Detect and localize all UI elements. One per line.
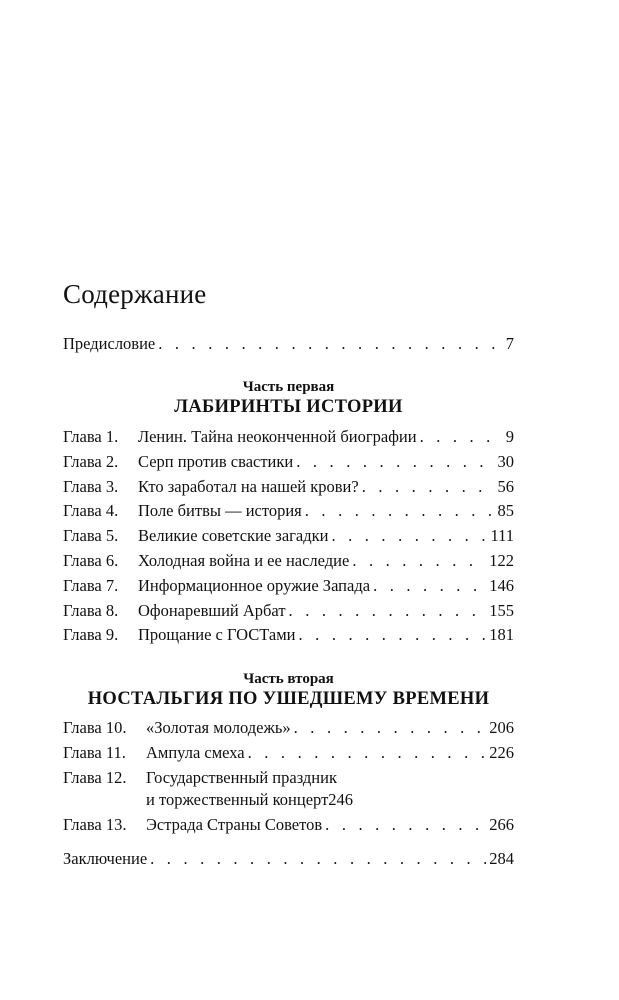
toc-entry-chapter-12[interactable] bbox=[63, 767, 514, 789]
toc-entry-conclusion[interactable] bbox=[63, 848, 514, 870]
toc-page-number: 226 bbox=[489, 743, 514, 762]
toc-entry-chapter-4[interactable] bbox=[63, 500, 514, 522]
toc-page-number: 155 bbox=[489, 601, 514, 620]
dot-leader bbox=[299, 624, 487, 646]
chapter-title: Ленин. Тайна неоконченной биографии bbox=[138, 427, 417, 446]
toc-page-number: 122 bbox=[489, 551, 514, 570]
chapter-title: Холодная война и ее наследие bbox=[138, 551, 350, 570]
toc-entry-chapter-5[interactable] bbox=[63, 525, 514, 547]
toc-page-number: 30 bbox=[497, 452, 514, 471]
chapter-number: Глава 1. bbox=[63, 427, 119, 446]
chapter-title: Серп против свастики bbox=[138, 452, 294, 471]
dot-leader bbox=[373, 575, 486, 597]
toc-entry-chapter-1[interactable] bbox=[63, 426, 514, 448]
toc-entry-chapter-11[interactable] bbox=[63, 742, 514, 764]
chapter-number: Глава 6. bbox=[63, 551, 119, 570]
dot-leader bbox=[352, 550, 486, 572]
dot-leader bbox=[305, 500, 495, 522]
chapter-title: Офонаревший Арбат bbox=[138, 601, 286, 620]
toc-page-number: 9 bbox=[505, 427, 514, 446]
chapter-number: Глава 10. bbox=[63, 718, 127, 737]
dot-leader bbox=[289, 600, 487, 622]
chapter-title: Кто заработал на нашей крови? bbox=[138, 477, 359, 496]
dot-leader bbox=[420, 426, 503, 448]
part-title: ЛАБИРИНТЫ ИСТОРИИ bbox=[174, 397, 403, 417]
toc-entry-chapter-13[interactable] bbox=[63, 814, 514, 836]
toc-page-number: 146 bbox=[489, 576, 514, 595]
chapter-title: Ампула смеха bbox=[146, 743, 245, 762]
dot-leader bbox=[158, 333, 503, 355]
toc-page-number: 7 bbox=[505, 334, 514, 353]
toc-entry-label: Заключение bbox=[63, 849, 148, 868]
toc-page-number: 284 bbox=[489, 849, 514, 868]
toc-entry-chapter-9[interactable] bbox=[63, 624, 514, 646]
page-title: Содержание bbox=[63, 279, 207, 309]
chapter-title: Великие советские загадки bbox=[138, 526, 329, 545]
part-label: Часть вторая bbox=[243, 671, 334, 687]
toc-page-number: 56 bbox=[497, 477, 514, 496]
chapter-number: Глава 2. bbox=[63, 452, 119, 471]
chapter-number: Глава 8. bbox=[63, 601, 119, 620]
toc-entry-chapter-7[interactable] bbox=[63, 575, 514, 597]
toc-entry-preface[interactable] bbox=[63, 333, 514, 355]
chapter-number: Глава 7. bbox=[63, 576, 119, 595]
chapter-number: Глава 12. bbox=[63, 768, 127, 787]
toc-entry-chapter-12-continued[interactable] bbox=[146, 789, 514, 811]
chapter-number: Глава 5. bbox=[63, 526, 119, 545]
chapter-number: Глава 11. bbox=[63, 743, 126, 762]
chapter-title: Прощание с ГОСТами bbox=[138, 625, 296, 644]
dot-leader bbox=[325, 814, 486, 836]
chapter-number: Глава 13. bbox=[63, 815, 127, 834]
dot-leader bbox=[294, 717, 487, 739]
chapter-number: Глава 9. bbox=[63, 625, 119, 644]
dot-leader bbox=[150, 848, 486, 870]
chapter-number: Глава 4. bbox=[63, 501, 119, 520]
part-label: Часть первая bbox=[242, 379, 335, 395]
toc-page-number: 85 bbox=[497, 501, 514, 520]
dot-leader bbox=[296, 451, 494, 473]
toc-entry-chapter-3[interactable] bbox=[63, 476, 514, 498]
toc-page-number: 246 bbox=[328, 790, 354, 809]
toc-page-number: 266 bbox=[489, 815, 514, 834]
chapter-title: Информационное оружие Запада bbox=[138, 576, 371, 595]
toc-entry-chapter-2[interactable] bbox=[63, 451, 514, 473]
toc-page-number: 206 bbox=[489, 718, 514, 737]
toc-entry-chapter-10[interactable] bbox=[63, 717, 514, 739]
part-title: НОСТАЛЬГИЯ ПО УШЕДШЕМУ ВРЕМЕНИ bbox=[87, 689, 490, 709]
dot-leader bbox=[362, 476, 495, 498]
toc-page-number: 181 bbox=[489, 625, 514, 644]
chapter-title: «Золотая молодежь» bbox=[146, 718, 291, 737]
dot-leader bbox=[248, 742, 487, 764]
chapter-number: Глава 3. bbox=[63, 477, 119, 496]
toc-entry-label: Предисловие bbox=[63, 334, 156, 353]
dot-leader bbox=[331, 525, 487, 547]
chapter-title: Поле битвы — история bbox=[138, 501, 302, 520]
toc-page-number: 111 bbox=[490, 526, 514, 545]
chapter-title: Эстрада Страны Советов bbox=[146, 815, 323, 834]
toc-entry-chapter-8[interactable] bbox=[63, 600, 514, 622]
chapter-title-continued: и торжественный концерт bbox=[146, 790, 329, 809]
chapter-title: Государственный праздник bbox=[146, 768, 337, 787]
toc-entry-chapter-6[interactable] bbox=[63, 550, 514, 572]
